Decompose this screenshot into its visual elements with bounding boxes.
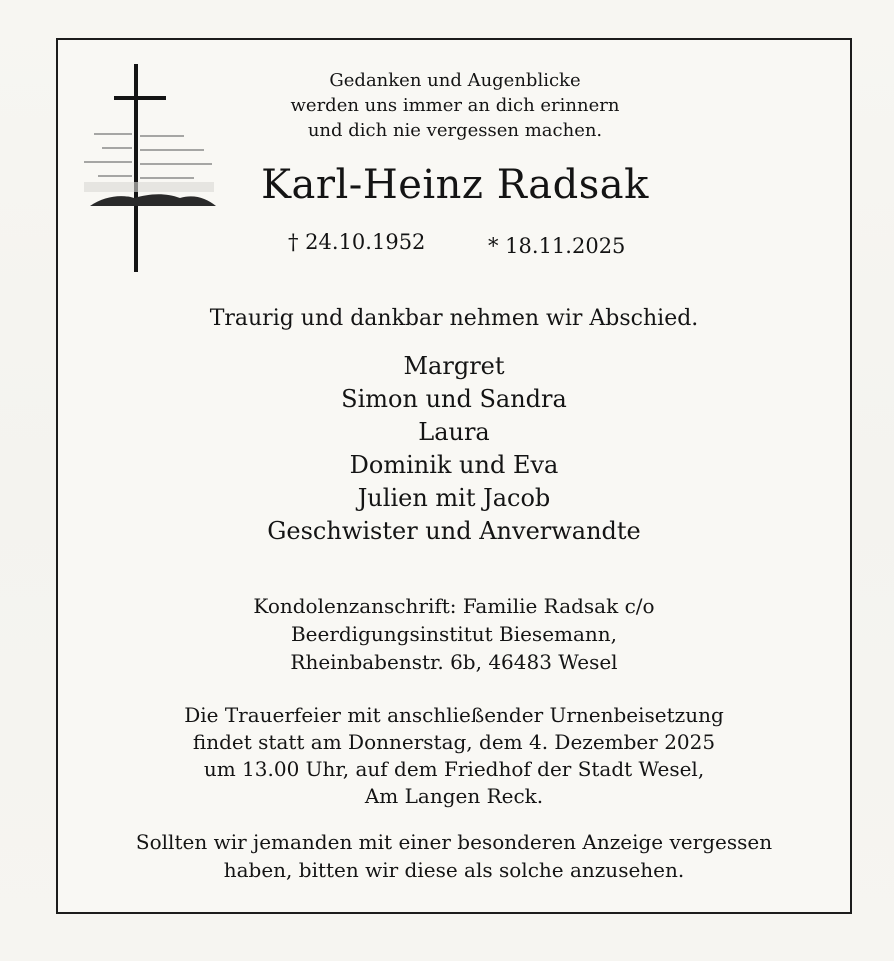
ceremony-line: Die Trauerfeier mit anschließender Urnenbeisetzung [184,703,724,727]
family-member: Laura [418,418,490,446]
family-member: Margret [403,352,505,380]
condolence-line: Rheinbabenstr. 6b, 46483 Wesel [290,650,618,674]
memorial-quote [210,68,700,143]
condolence-line: Beerdigungsinstitut Biesemann, [290,622,618,646]
quote-line: Gedanken und Augenblicke [329,70,581,91]
deceased-name: Karl-Heinz Radsak [261,162,649,208]
quote-line: und dich nie vergessen machen. [307,120,603,141]
notice-line: haben, bitten wir diese als solche anzusehen. [223,858,685,882]
quote-line: werden uns immer an dich erinnern [290,95,620,116]
family-member: Dominik und Eva [349,451,559,479]
ceremony-details [56,702,852,810]
family-member: Geschwister und Anverwandte [267,517,641,545]
cross-icon [84,64,224,276]
condolence-address [56,592,852,676]
closing-notice [56,828,852,884]
ceremony-line: um 13.00 Uhr, auf dem Friedhof der Stadt Wesel, [203,757,705,781]
family-member: Simon und Sandra [341,385,567,413]
ceremony-line: Am Langen Reck. [364,784,544,808]
death-date: † 24.10.1952 [288,230,426,254]
ceremony-line: findet statt am Donnerstag, dem 4. Dezember 2025 [192,730,716,754]
notice-line: Sollten wir jemanden mit einer besonderen Anzeige vergessen [135,830,773,854]
farewell-line: Traurig und dankbar nehmen wir Abschied. [209,306,699,331]
family-list [56,350,852,548]
family-member: Julien mit Jacob [357,484,551,512]
condolence-line: Kondolenzanschrift: Familie Radsak c/o [253,594,655,618]
birth-date: * 18.11.2025 [488,234,626,258]
